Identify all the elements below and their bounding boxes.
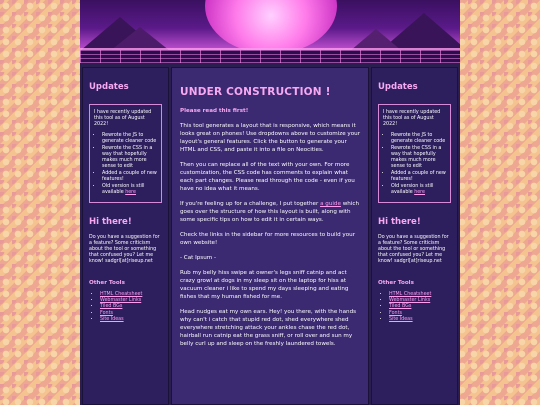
- old-version-link[interactable]: here: [125, 189, 136, 195]
- guide-link[interactable]: a guide: [320, 201, 341, 207]
- tools-title: Other Tools: [378, 279, 414, 286]
- list-item: • Added a couple of new features!: [391, 171, 446, 183]
- list-item: • Rewrote the CSS in a way that hopefully makes much more sense to edit: [391, 146, 446, 171]
- grid-floor-graphic: [80, 50, 460, 63]
- list-item: • Rewrote the CSS in a way that hopefully makes much more sense to edit: [102, 146, 157, 171]
- updates-intro: I have recently updated this tool as of August 2022!: [94, 110, 152, 128]
- updates-title: Updates: [89, 82, 129, 92]
- paragraph: Then you can replace all of the text with your own. For more customization, the CSS code has comments to explain what each part changes. Please read through the code - even if you have no idea what it means.: [180, 162, 355, 192]
- text: which goes over the structure of how this layout is built, along with some specific tips on how to edit it in certain ways.: [180, 201, 359, 223]
- tool-link-site-ideas[interactable]: Site Ideas: [100, 317, 124, 323]
- tool-link-html-cheatsheet[interactable]: HTML Cheatsheet: [389, 291, 432, 297]
- updates-list: [383, 133, 446, 197]
- tool-link-tiled-bgs[interactable]: Tiled BGs: [389, 304, 412, 310]
- paragraph: - Cat Ipsum -: [180, 255, 217, 261]
- updates-intro: I have recently updated this tool as of August 2022!: [383, 110, 441, 128]
- tool-link-site-ideas[interactable]: Site Ideas: [389, 317, 413, 323]
- paragraph: This tool generates a layout that is responsive, which means it looks great on phones! Use dropdowns above to customize your layout's general features. Click the button to generate your HTML and CSS, and paste it into a file on Neocities.: [180, 123, 361, 153]
- list-item: [102, 184, 157, 196]
- tools-title: Other Tools: [89, 279, 125, 286]
- old-version-link[interactable]: here: [414, 189, 425, 195]
- right-sidebar: [371, 67, 458, 405]
- updates-box: [89, 104, 162, 203]
- list-item: [100, 317, 162, 323]
- text: If you're feeling up for a challenge, I put together: [180, 201, 319, 207]
- list-item: • Added a couple of new features!: [102, 171, 157, 183]
- page-title: UNDER CONSTRUCTION !: [180, 86, 331, 98]
- main-content: [171, 67, 369, 405]
- updates-list: [94, 133, 157, 197]
- hi-text: Do you have a suggestion for a feature? Some criticism about the tool or something that confused you? Let me know! sadgrl[at]riseup.net: [378, 234, 449, 265]
- hi-text: Do you have a suggestion for a feature? Some criticism about the tool or something that confused you? Let me know! sadgrl[at]riseup.net: [89, 234, 160, 265]
- updates-box: [378, 104, 451, 203]
- updates-title: Updates: [378, 82, 418, 92]
- old-version-text: Old version is still available: [102, 183, 145, 195]
- hi-title: Hi there!: [89, 216, 132, 227]
- hi-title: Hi there!: [378, 216, 421, 227]
- tool-link-html-cheatsheet[interactable]: HTML Cheatsheet: [100, 291, 143, 297]
- list-item: [391, 184, 446, 196]
- paragraph: Rub my belly hiss swipe at owner's legs sniff catnip and act crazy growl at dogs in my sleep sit on the laptop for hiss at vacuum cleaner i like to spend my days sleeping and eating fishes that my human fished for me.: [180, 270, 349, 300]
- tool-link-fonts[interactable]: Fonts: [389, 310, 402, 316]
- sunset-graphic: [205, 0, 337, 54]
- header-banner: [80, 0, 460, 63]
- tool-link-webmaster-links[interactable]: Webmaster Links: [389, 298, 431, 304]
- tool-link-webmaster-links[interactable]: Webmaster Links: [100, 298, 142, 304]
- paragraph: Check the links in the sidebar for more resources to build your own website!: [180, 232, 356, 246]
- list-item: • Rewrote the JS to generate cleaner code: [102, 133, 157, 145]
- list-item: • Rewrote the JS to generate cleaner code: [391, 133, 446, 145]
- paragraph: [180, 200, 360, 224]
- page-wrapper: [80, 0, 460, 405]
- lead-text: Please read this first!: [180, 108, 249, 114]
- list-item: [389, 317, 451, 323]
- tools-list: [89, 292, 162, 324]
- tools-list: [378, 292, 451, 324]
- left-sidebar: [82, 67, 169, 405]
- tool-link-tiled-bgs[interactable]: Tiled BGs: [100, 304, 123, 310]
- tool-link-fonts[interactable]: Fonts: [100, 310, 113, 316]
- paragraph: Head nudges eat my own ears. Hey! you there, with the hands why can't i catch that stupid red dot, shed everywhere shed everywhere stretching attack your ankles chase the red dot, hairball run catnip eat the grass sniff, or roll over and sun my belly curl up and sleep on the freshly laundered towels.: [180, 309, 357, 347]
- old-version-text: Old version is still available: [391, 183, 434, 195]
